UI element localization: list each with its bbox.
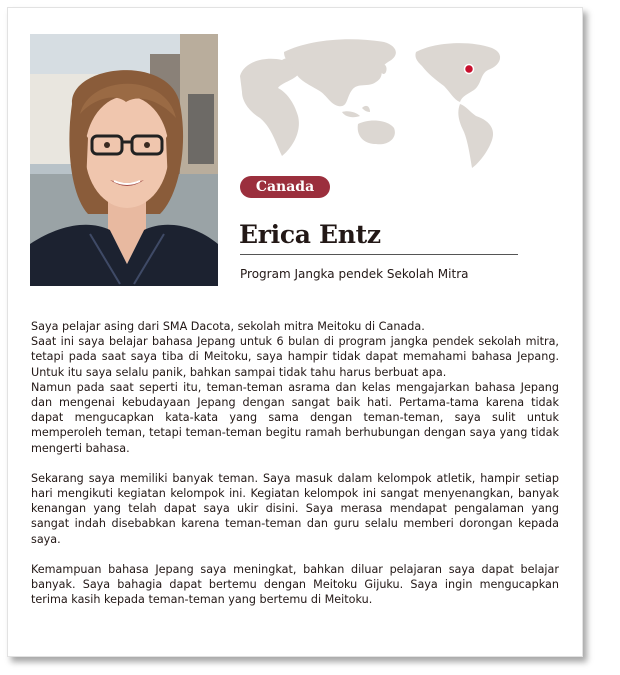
australia-landmass xyxy=(358,121,395,145)
country-badge: Canada xyxy=(240,176,330,198)
name-underline-divider xyxy=(240,254,518,255)
program-label: Program Jangka pendek Sekolah Mitra xyxy=(240,267,469,281)
body-paragraph-3: Kemampuan bahasa Jepang saya meningkat, bahkan diluar pelajaran saya dapat belajar banyak. Saya bahagia dapat bertemu dengan Meitoku Gijuku. Saya ingin mengucapkan terima kasih kepada teman-teman yang bertemu di Meitoku. xyxy=(31,562,559,607)
body-paragraph-1: Saya pelajar asing dari SMA Dacota, sekolah mitra Meitoku di Canada. Saat ini saya belajar bahasa Jepang untuk 6 bulan di program jangka pendek sekolah mitra, tetapi pada saat saya tiba di Meitoku, saya hampir tidak dapat memahami bahasa Jepang. Untuk itu saya selalu panik, bahkan sampai tidak tahu harus berbuat apa. Namun pada saat seperti itu, teman-teman asrama dan kelas mengajarkan bahasa Jepang dan mengenai kebudayaan Jepang dengan sangat baik hati. Pertama-tama karena tidak dapat mengucapkan kata-kata yang sama dengan teman-teman, saya sulit untuk memperoleh teman, tetapi teman-teman begitu ramah berhubungan dengan saya yang tidak mengerti bahasa. xyxy=(31,320,559,455)
south-america-landmass xyxy=(458,104,493,168)
student-portrait xyxy=(30,34,218,286)
north-america-landmass xyxy=(415,43,500,102)
portrait-illustration xyxy=(30,34,218,286)
asia-landmass xyxy=(284,39,396,106)
africa-europe-landmass xyxy=(240,58,301,156)
student-name: Erica Entz xyxy=(239,220,381,249)
profile-card xyxy=(7,7,583,657)
location-marker-icon xyxy=(465,65,474,74)
world-map xyxy=(238,32,520,172)
testimonial-body xyxy=(31,319,559,622)
world-map-icon xyxy=(238,32,520,172)
indonesia-landmass xyxy=(342,111,360,117)
body-paragraph-2: Sekarang saya memiliki banyak teman. Saya masuk dalam kelompok atletik, hampir setiap hari mengikuti kegiatan kelompok ini. Kegiatan kelompok ini sangat menyenangkan, banyak kenangan yang telah dapat saya ukir disini. Saya merasa mendapat pengalaman yang sangat indah disebabkan karena teman-teman dan guru selalu memberi dorongan kepada saya. xyxy=(31,471,559,546)
philippines-landmass xyxy=(362,106,370,112)
